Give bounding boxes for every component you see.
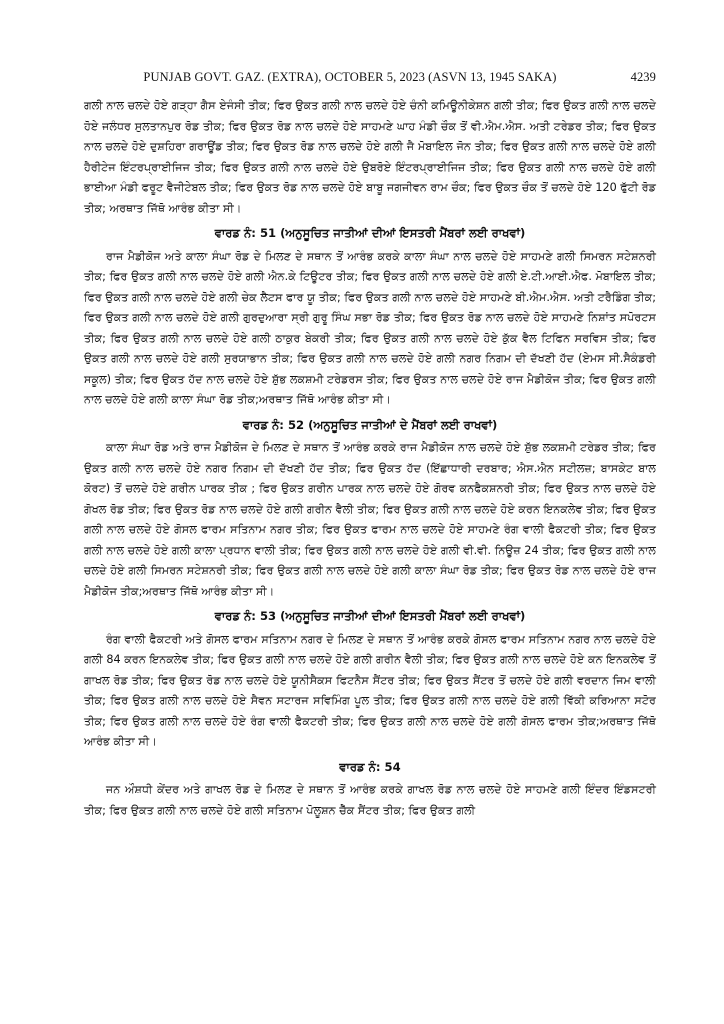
page-number: 4239 [630, 70, 656, 84]
heading-ward-51: ਵਾਰਡ ਨੰ: 51 (ਅਨੁਸੂਚਿਤ ਜਾਤੀਆਂ ਦੀਆਂ ਇਸਤਰੀ ਮੈਂਬਰਾਂ ਲਈ ਰਾਖਵਾਂ) [214, 226, 526, 240]
gazette-title: PUNJAB GOVT. GAZ. (EXTRA), OCTOBER 5, 2023 (ASVN 13, 1945 SAKA) [143, 70, 557, 84]
document-body [84, 96, 656, 821]
heading-ward-54: ਵਾਰਡ ਨੰ: 54 [339, 759, 401, 774]
gazette-page [84, 70, 656, 821]
paragraph-ward-54: ਜਨ ਔਸ਼ਧੀ ਕੇਂਦਰ ਅਤੇ ਗਾਖਲ ਰੋਡ ਦੇ ਮਿਲਣ ਦੇ ਸਥਾਨ ਤੋਂ ਆਰੰਭ ਕਰਕੇ ਗਾਖਲ ਰੋਡ ਨਾਲ ਚਲਦੇ ਹੋਏ ਸਾਹਮਣੇ ਗਲੀ ਇੰਦਰ ਇੰਡਸਟਰੀ ਤੀਕ; ਫਿਰ ਉਕਤ ਗਲੀ ਨਾਲ ਚਲਦੇ ਹੋਏ ਗਲੀ ਸਤਿਨਾਮ ਪੋਲੂਸ਼ਨ ਚੈੱਕ ਸੈਂਟਰ ਤੀਕ; ਫਿਰ ਉਕਤ ਗਲੀ [84, 783, 656, 817]
page-header [84, 70, 656, 96]
paragraph-ward-51: ਰਾਜ ਮੈਡੀਕੋਜ ਅਤੇ ਕਾਲਾ ਸੰਘਾ ਰੋਡ ਦੇ ਮਿਲਣ ਦੇ ਸਥਾਨ ਤੋਂ ਆਰੰਭ ਕਰਕੇ ਕਾਲਾ ਸੰਘਾ ਨਾਲ ਚਲਦੇ ਹੋਏ ਸਾਹਮਣੇ ਗਲੀ ਸਿਮਰਨ ਸਟੇਸ਼ਨਰੀ ਤੀਕ; ਫਿਰ ਉਕਤ ਗਲੀ ਨਾਲ ਚਲਦੇ ਹੋਏ ਗਲੀ ਐਨ.ਕੇ ਟਿਊਟਰ ਤੀਕ; ਫਿਰ ਉਕਤ ਗਲੀ ਨਾਲ ਚਲਦੇ ਹੋਏ ਗਲੀ ਏ.ਟੀ.ਆਈ.ਐਫ. ਮੋਬਾਇਲ ਤੀਕ; ਫਿਰ ਉਕਤ ਗਲੀ ਨਾਲ ਚਲਦੇ ਹੋਏ ਗਲੀ ਚੇਕ ਲੈਟਸ ਫਾਰ ਯੂ ਤੀਕ; ਫਿਰ ਉਕਤ ਗਲੀ ਨਾਲ ਚਲਦੇ ਹੋਏ ਸਾਹਮਣੇ ਬੀ.ਐਮ.ਐਸ. ਅਤੀ ਟਰੈਡਿੰਗ ਤੀਕ; ਫਿਰ ਉਕਤ ਗਲੀ ਨਾਲ ਚਲਦੇ ਹੋਏ ਗਲੀ ਗੁਰਦੁਆਰਾ ਸ੍ਰੀ ਗੁਰੂ ਸਿੰਘ ਸਭਾ ਰੋਡ ਤੀਕ; ਫਿਰ ਉਕਤ ਰੋਡ ਨਾਲ ਚਲਦੇ ਹੋਏ ਸਾਹਮਣੇ ਨਿਸ਼ਾਂਤ ਸਪੋਰਟਸ ਤੀਕ; ਫਿਰ ਉਕਤ ਗਲੀ ਨਾਲ ਚਲਦੇ ਹੋਏ ਗਲੀ ਠਾਕੁਰ ਬੇਕਰੀ ਤੀਕ; ਫਿਰ ਉਕਤ ਗਲੀ ਨਾਲ ਚਲਦੇ ਹੋਏ ਕੁੱਕ ਵੈਲ ਟਿਫਿਨ ਸਰਵਿਸ ਤੀਕ; ਫਿਰ ਉਕਤ ਗਲੀ ਨਾਲ ਚਲਦੇ ਹੋਏ ਗਲੀ ਸੁਰਯਾਭਾਨ ਤੀਕ; ਫਿਰ ਉਕਤ ਗਲੀ ਨਾਲ ਚਲਦੇ ਹੋਏ ਗਲੀ ਨਗਰ ਨਿਗਮ ਦੀ ਦੱਖਣੀ ਹੱਦ (ਏਮਸ ਸੀ.ਸੈਕੰਡਰੀ ਸਕੂਲ) ਤੀਕ; ਫਿਰ ਉਕਤ ਹੱਦ ਨਾਲ ਚਲਦੇ ਹੋਏ ਸ਼ੁੱਭ ਲਕਸ਼ਮੀ ਟਰੇਡਰਸ ਤੀਕ; ਫਿਰ ਉਕਤ ਨਾਲ ਚਲਦੇ ਹੋਏ ਰਾਜ ਮੈਡੀਕੋਜ ਤੀਕ; ਫਿਰ ਉਕਤ ਗਲੀ ਨਾਲ ਚਲਦੇ ਹੋਏ ਗਲੀ ਕਾਲਾ ਸੰਘਾ ਰੋਡ ਤੀਕ;ਅਰਥਾਤ ਜਿੱਥੋ ਆਰੰਭ ਕੀਤਾ ਸੀ। [84, 249, 656, 406]
paragraph-ward-53: ਰੰਗ ਵਾਲੀ ਫੈਕਟਰੀ ਅਤੇ ਗੋਸਲ ਫਾਰਮ ਸਤਿਨਾਮ ਨਗਰ ਦੇ ਮਿਲਣ ਦੇ ਸਥਾਨ ਤੋਂ ਆਰੰਭ ਕਰਕੇ ਗੋਸਲ ਫਾਰਮ ਸਤਿਨਾਮ ਨਗਰ ਨਾਲ ਚਲਦੇ ਹੋਏ ਗਲੀ 84 ਕਰਨ ਇਨਕਲੇਵ ਤੀਕ; ਫਿਰ ਉਕਤ ਗਲੀ ਨਾਲ ਚਲਦੇ ਹੋਏ ਗਲੀ ਗਰੀਨ ਵੈਲੀ ਤੀਕ; ਫਿਰ ਉਕਤ ਗਲੀ ਨਾਲ ਚਲਦੇ ਹੋਏ ਕਨ ਇਨਕਲੇਵ ਤੋਂ ਗਾਖਲ ਰੋਡ ਤੀਕ; ਫਿਰ ਉਕਤ ਰੋਡ ਨਾਲ ਚਲਦੇ ਹੋਏ ਯੂਨੀਸੈਕਸ ਫਿਟਨੈਸ ਸੈਂਟਰ ਤੀਕ; ਫਿਰ ਉਕਤ ਸੈਂਟਰ ਤੋਂ ਚਲਦੇ ਹੋਏ ਗਲੀ ਵਰਦਾਨ ਜਿਮ ਵਾਲੀ ਤੀਕ; ਫਿਰ ਉਕਤ ਗਲੀ ਨਾਲ ਚਲਦੇ ਹੋਏ ਸੈਵਨ ਸਟਾਰਜ ਸਵਿਮਿੰਗ ਪੂਲ ਤੀਕ; ਫਿਰ ਉਕਤ ਗਲੀ ਨਾਲ ਚਲਦੇ ਹੋਏ ਗਲੀ ਵਿੱਕੀ ਕਰਿਆਨਾ ਸਟੋਰ ਤੀਕ; ਫਿਰ ਉਕਤ ਗਲੀ ਨਾਲ ਚਲਦੇ ਹੋਏ ਰੰਗ ਵਾਲੀ ਫੈਕਟਰੀ ਤੀਕ; ਫਿਰ ਉਕਤ ਗਲੀ ਨਾਲ ਚਲਦੇ ਹੋਏ ਗਲੀ ਗੋਸਲ ਫਾਰਮ ਤੀਕ;ਅਰਥਾਤ ਜਿੱਥੋ ਆਰੰਭ ਕੀਤਾ ਸੀ। [84, 632, 656, 748]
paragraph-ward-52: ਕਾਲਾ ਸੰਘਾ ਰੋਡ ਅਤੇ ਰਾਜ ਮੈਡੀਕੋਜ ਦੇ ਮਿਲਣ ਦੇ ਸਥਾਨ ਤੋਂ ਆਰੰਭ ਕਰਕੇ ਰਾਜ ਮੈਡੀਕੋਜ ਨਾਲ ਚਲਦੇ ਹੋਏ ਸ਼ੁੱਭ ਲਕਸ਼ਮੀ ਟਰੇਡਰ ਤੀਕ; ਫਿਰ ਉਕਤ ਗਲੀ ਨਾਲ ਚਲਦੇ ਹੋਏ ਨਗਰ ਨਿਗਮ ਦੀ ਦੱਖਣੀ ਹੱਦ ਤੀਕ; ਫਿਰ ਉਕਤ ਹੱਦ (ਇੱਛਾਧਾਰੀ ਦਰਬਾਰ; ਐਸ.ਐਨ ਸਟੀਲਜ਼; ਬਾਸਕੇਟ ਬਾਲ ਕੋਰਟ) ਤੋਂ ਚਲਦੇ ਹੋਏ ਗਰੀਨ ਪਾਰਕ ਤੀਕ ; ਫਿਰ ਉਕਤ ਗਰੀਨ ਪਾਰਕ ਨਾਲ ਚਲਦੇ ਹੋਏ ਗੋਰਵ ਕਨਫੈਕਸ਼ਨਰੀ ਤੀਕ; ਫਿਰ ਉਕਤ ਨਾਲ ਚਲਦੇ ਹੋਏ ਗੋਖਲ ਰੋਡ ਤੀਕ; ਫਿਰ ਉਕਤ ਰੋਡ ਨਾਲ ਚਲਦੇ ਹੋਏ ਗਲੀ ਗਰੀਨ ਵੈਲੀ ਤੀਕ; ਫਿਰ ਉਕਤ ਗਲੀ ਨਾਲ ਚਲਦੇ ਹੋਏ ਕਰਨ ਇਨਕਲੇਵ ਤੀਕ; ਫਿਰ ਉਕਤ ਗਲੀ ਨਾਲ ਚਲਦੇ ਹੋਏ ਗੋਸਲ ਫਾਰਮ ਸਤਿਨਾਮ ਨਗਰ ਤੀਕ; ਫਿਰ ਉਕਤ ਫਾਰਮ ਨਾਲ ਚਲਦੇ ਹੋਏ ਸਾਹਮਣੇ ਰੰਗ ਵਾਲੀ ਫੈਕਟਰੀ ਤੀਕ; ਫਿਰ ਉਕਤ ਗਲੀ ਨਾਲ ਚਲਦੇ ਹੋਏ ਗਲੀ ਕਾਲਾ ਪ੍ਰਧਾਨ ਵਾਲੀ ਤੀਕ; ਫਿਰ ਉਕਤ ਗਲੀ ਨਾਲ ਚਲਦੇ ਹੋਏ ਗਲੀ ਵੀ.ਵੀ. ਨਿਊਜ਼ 24 ਤੀਕ; ਫਿਰ ਉਕਤ ਗਲੀ ਨਾਲ ਚਲਦੇ ਹੋਏ ਗਲੀ ਸਿਮਰਨ ਸਟੇਸ਼ਨਰੀ ਤੀਕ; ਫਿਰ ਉਕਤ ਗਲੀ ਨਾਲ ਚਲਦੇ ਹੋਏ ਗਲੀ ਕਾਲਾ ਸੰਘਾ ਰੋਡ ਤੀਕ; ਫਿਰ ਉਕਤ ਰੋਡ ਨਾਲ ਚਲਦੇ ਹੋਏ ਰਾਜ ਮੈਡੀਕੋਜ ਤੀਕ;ਅਰਥਾਤ ਜਿੱਥੋ ਆਰੰਭ ਕੀਤਾ ਸੀ। [84, 441, 656, 598]
paragraph-ward-50-continued: ਗਲੀ ਨਾਲ ਚਲਦੇ ਹੋਏ ਗੜ੍ਹਾ ਗੈਸ ਏਜੰਸੀ ਤੀਕ; ਫਿਰ ਉਕਤ ਗਲੀ ਨਾਲ ਚਲਦੇ ਹੋਏ ਚੰਨੀ ਕਮਿਊਨੀਕੇਸ਼ਨ ਗਲੀ ਤੀਕ; ਫਿਰ ਉਕਤ ਗਲੀ ਨਾਲ ਚਲਦੇ ਹੋਏ ਜਲੰਧਰ ਸੁਲਤਾਨਪੁਰ ਰੋਡ ਤੀਕ; ਫਿਰ ਉਕਤ ਰੋਡ ਨਾਲ ਚਲਦੇ ਹੋਏ ਸਾਹਮਣੇ ਘਾਹ ਮੰਡੀ ਚੌਕ ਤੋਂ ਵੀ.ਐਮ.ਐਸ. ਅਤੀ ਟਰੇਡਰ ਤੀਕ; ਫਿਰ ਉਕਤ ਨਾਲ ਚਲਦੇ ਹੋਏ ਦੁਸ਼ਹਿਰਾ ਗਰਾਊਂਡ ਤੀਕ; ਫਿਰ ਉਕਤ ਰੋਡ ਨਾਲ ਚਲਦੇ ਹੋਏ ਗਲੀ ਜੈ ਮੋਬਾਇਲ ਜੋਨ ਤੀਕ; ਫਿਰ ਉਕਤ ਗਲੀ ਨਾਲ ਚਲਦੇ ਹੋਏ ਗਲੀ ਹੈਰੀਟੇਜ ਇੰਟਰਪ੍ਰਾਈਜਿਜ ਤੀਕ; ਫਿਰ ਉਕਤ ਗਲੀ ਨਾਲ ਚਲਦੇ ਹੋਏ ਉਬਰੋਏ ਇੰਟਰਪ੍ਰਾਈਜਿਜ ਤੀਕ; ਫਿਰ ਉਕਤ ਗਲੀ ਨਾਲ ਚਲਦੇ ਹੋਏ ਗਲੀ ਭਾਈਆ ਮੰਡੀ ਫਰੂਟ ਵੈਜੀਟੇਬਲ ਤੀਕ; ਫਿਰ ਉਕਤ ਰੋਡ ਨਾਲ ਚਲਦੇ ਹੋਏ ਬਾਬੂ ਜਗਜੀਵਨ ਰਾਮ ਚੌਕ; ਫਿਰ ਉਕਤ ਚੌਕ ਤੋਂ ਚਲਦੇ ਹੋਏ 120 ਫੁੱਟੀ ਰੋਡ ਤੀਕ; ਅਰਥਾਤ ਜਿੱਥੋ ਆਰੰਭ ਕੀਤਾ ਸੀ। [84, 99, 656, 215]
heading-ward-52: ਵਾਰਡ ਨੰ: 52 (ਅਨੁਸੂਚਿਤ ਜਾਤੀਆਂ ਦੇ ਮੈਂਬਰਾਂ ਲਈ ਰਾਖਵਾਂ) [242, 417, 498, 432]
heading-ward-53: ਵਾਰਡ ਨੰ: 53 (ਅਨੁਸੂਚਿਤ ਜਾਤੀਆਂ ਦੀਆਂ ਇਸਤਰੀ ਮੈਂਬਰਾਂ ਲਈ ਰਾਖਵਾਂ) [214, 609, 526, 623]
